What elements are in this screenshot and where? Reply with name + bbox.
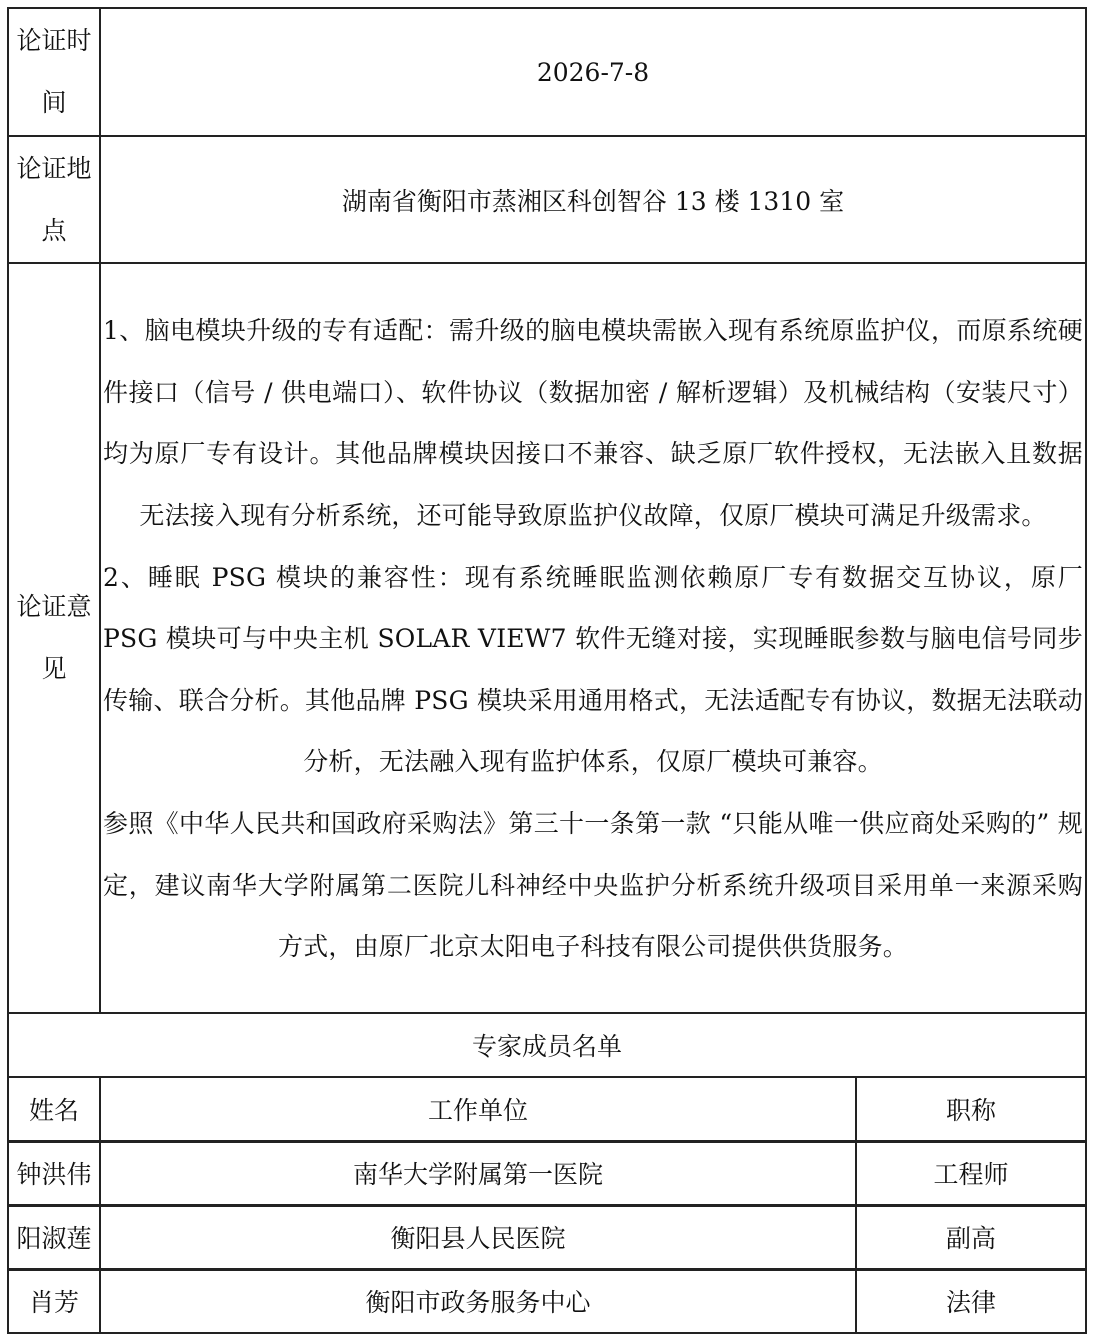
opinion-paragraph-1: 1、脑电模块升级的专有适配：需升级的脑电模块需嵌入现有系统原监护仪，而原系统硬件接口（信号 / 供电端口）、软件协议（数据加密 / 解析逻辑）及机械结构（安装尺寸）均为原厂专有设计。其他品牌模块因接口不兼容、缺乏原厂软件授权，无法嵌入且数据无法接入现有分析系统，还可能导致原监护仪故障，仅原厂模块可满足升级需求。 (103, 316, 1083, 531)
label-review-opinion: 论证意 见 (8, 263, 100, 1013)
expert-review-table (7, 7, 1087, 1334)
header-name: 姓名 (8, 1077, 100, 1141)
row-review-opinion (8, 263, 1086, 1013)
row-review-time (8, 8, 1086, 136)
member-name: 钟洪伟 (8, 1141, 100, 1205)
member-title: 副高 (856, 1205, 1086, 1269)
member-unit: 衡阳县人民医院 (100, 1205, 856, 1269)
table-row (8, 1205, 1086, 1269)
value-review-time: 2026-7-8 (100, 8, 1086, 136)
opinion-paragraph-2: 2、睡眠 PSG 模块的兼容性：现有系统睡眠监测依赖原厂专有数据交互协议，原厂 PSG 模块可与中央主机 SOLAR VIEW7 软件无缝对接，实现睡眠参数与脑电信号同步传输、联合分析。其他品牌 PSG 模块采用通用格式，无法适配专有协议，数据无法联动分析，无法融入现有监护体系，仅原厂模块可兼容。 (103, 562, 1083, 777)
header-title: 职称 (856, 1077, 1086, 1141)
member-unit: 南华大学附属第一医院 (100, 1141, 856, 1205)
review-opinion-text (100, 263, 1086, 1013)
table-row (8, 1141, 1086, 1205)
member-title: 工程师 (856, 1141, 1086, 1205)
member-title: 法律 (856, 1269, 1086, 1333)
expert-list-title: 专家成员名单 (8, 1013, 1086, 1077)
row-expert-list-title (8, 1013, 1086, 1077)
value-review-place: 湖南省衡阳市蒸湘区科创智谷 13 楼 1310 室 (100, 136, 1086, 263)
label-review-time: 论证时 间 (8, 8, 100, 136)
table-row (8, 1269, 1086, 1333)
row-expert-headers (8, 1077, 1086, 1141)
member-name: 肖芳 (8, 1269, 100, 1333)
header-unit: 工作单位 (100, 1077, 856, 1141)
member-name: 阳淑莲 (8, 1205, 100, 1269)
member-unit: 衡阳市政务服务中心 (100, 1269, 856, 1333)
label-review-place: 论证地 点 (8, 136, 100, 263)
opinion-paragraph-3: 参照《中华人民共和国政府采购法》第三十一条第一款 “只能从唯一供应商处采购的” 规定，建议南华大学附属第二医院儿科神经中央监护分析系统升级项目采用单一来源采购方式，由原厂北京太阳电子科技有限公司提供供货服务。 (103, 808, 1083, 962)
row-review-place (8, 136, 1086, 263)
